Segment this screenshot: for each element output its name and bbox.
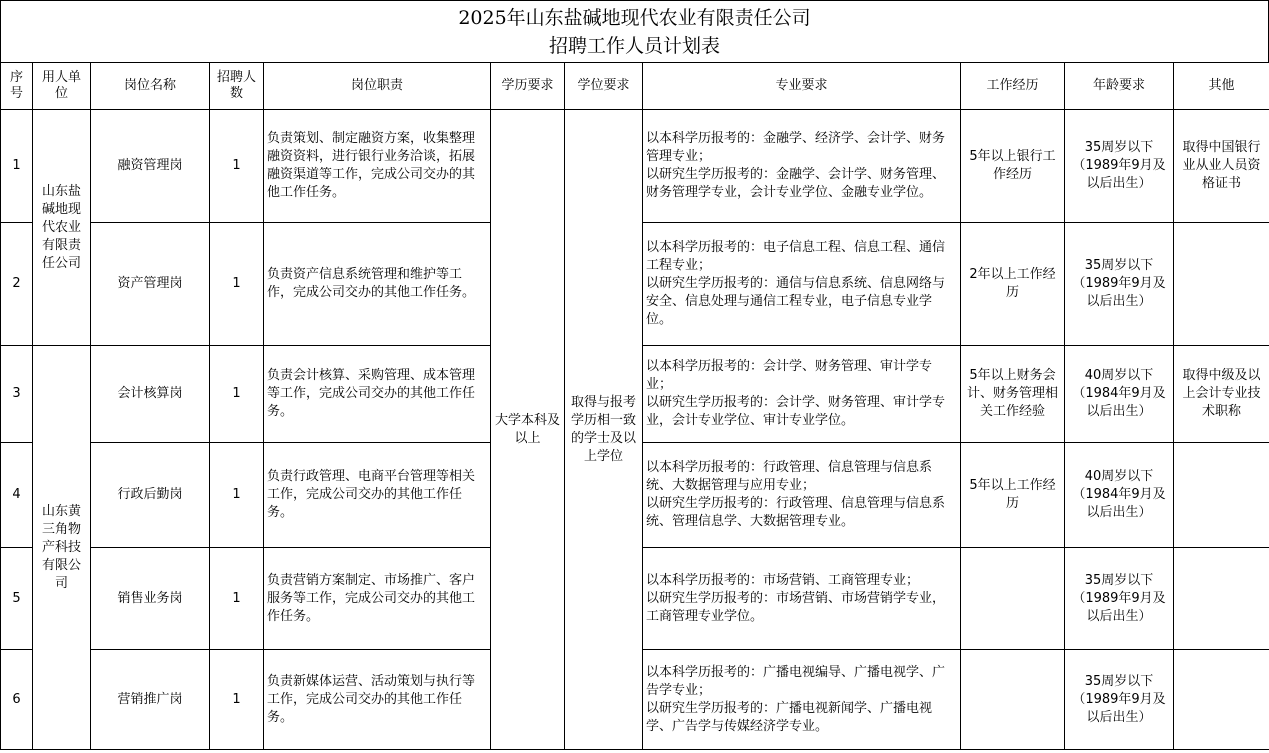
- row-experience: [961, 548, 1065, 650]
- row-no: 1: [1, 110, 33, 223]
- row-major: 以本科学历报考的：广播电视编导、广播电视学、广告学专业； 以研究生学历报考的：广播电视新闻学、广播电视学、广告学与传媒经济学专业。: [643, 650, 961, 750]
- row-count: 1: [210, 346, 264, 443]
- row-other: 取得中国银行业从业人员资格证书: [1174, 110, 1269, 223]
- row-count: 1: [210, 443, 264, 548]
- header-degree: 学位要求: [565, 63, 643, 110]
- row-duties: 负责营销方案制定、市场推广、客户服务等工作，完成公司交办的其他工作任务。: [264, 548, 491, 650]
- row-age: 35周岁以下（1989年9月及以后出生）: [1065, 223, 1174, 346]
- header-position: 岗位名称: [91, 63, 210, 110]
- unit-cell: 山东黄三角物产科技有限公司: [33, 346, 91, 750]
- header-education: 学历要求: [491, 63, 565, 110]
- header-age: 年龄要求: [1065, 63, 1174, 110]
- header-no: 序号: [1, 63, 33, 110]
- row-position: 销售业务岗: [91, 548, 210, 650]
- education-cell: 大学本科及以上: [491, 110, 565, 750]
- row-count: 1: [210, 650, 264, 750]
- row-count: 1: [210, 223, 264, 346]
- row-no: 3: [1, 346, 33, 443]
- row-major: 以本科学历报考的：电子信息工程、信息工程、通信工程专业； 以研究生学历报考的：通信与信息系统、信息网络与安全、信息处理与通信工程专业，电子信息专业学位。: [643, 223, 961, 346]
- row-major: 以本科学历报考的：市场营销、工商管理专业； 以研究生学历报考的：市场营销、市场营销学专业，工商管理专业学位。: [643, 548, 961, 650]
- row-duties: 负责行政管理、电商平台管理等相关工作，完成公司交办的其他工作任务。: [264, 443, 491, 548]
- row-duties: 负责资产信息系统管理和维护等工作，完成公司交办的其他工作任务。: [264, 223, 491, 346]
- unit-cell: 山东盐碱地现代农业有限责任公司: [33, 110, 91, 346]
- title-plan: 招聘工作人员计划表: [548, 35, 720, 57]
- row-no: 4: [1, 443, 33, 548]
- row-no: 6: [1, 650, 33, 750]
- row-age: 40周岁以下（1984年9月及以后出生）: [1065, 346, 1174, 443]
- header-unit: 用人单位: [33, 63, 91, 110]
- row-experience: 5年以上财务会计、财务管理相关工作经验: [961, 346, 1065, 443]
- row-experience: 2年以上工作经历: [961, 223, 1065, 346]
- row-position: 营销推广岗: [91, 650, 210, 750]
- table-row: [1, 110, 1269, 223]
- row-other: [1174, 223, 1269, 346]
- header-other: 其他: [1174, 63, 1269, 110]
- row-age: 35周岁以下（1989年9月及以后出生）: [1065, 110, 1174, 223]
- header-duties: 岗位职责: [264, 63, 491, 110]
- row-count: 1: [210, 548, 264, 650]
- row-major: 以本科学历报考的：金融学、经济学、会计学、财务管理专业； 以研究生学历报考的：金融学、会计学、财务管理、财务管理学专业，会计专业学位、金融专业学位。: [643, 110, 961, 223]
- header-count: 招聘人数: [210, 63, 264, 110]
- row-position: 会计核算岗: [91, 346, 210, 443]
- row-major: 以本科学历报考的：行政管理、信息管理与信息系统、大数据管理与应用专业； 以研究生学历报考的：行政管理、信息管理与信息系统、管理信息学、大数据管理专业。: [643, 443, 961, 548]
- row-age: 35周岁以下（1989年9月及以后出生）: [1065, 548, 1174, 650]
- row-age: 40周岁以下（1984年9月及以后出生）: [1065, 443, 1174, 548]
- row-duties: 负责策划、制定融资方案，收集整理融资资料，进行银行业务洽谈，拓展融资渠道等工作，完成公司交办的其他工作任务。: [264, 110, 491, 223]
- row-experience: 5年以上工作经历: [961, 443, 1065, 548]
- recruitment-plan-table: [0, 62, 1269, 750]
- row-age: 35周岁以下（1989年9月及以后出生）: [1065, 650, 1174, 750]
- row-experience: [961, 650, 1065, 750]
- header-experience: 工作经历: [961, 63, 1065, 110]
- header-row: [1, 63, 1269, 110]
- row-experience: 5年以上银行工作经历: [961, 110, 1065, 223]
- header-major: 专业要求: [643, 63, 961, 110]
- row-other: [1174, 650, 1269, 750]
- row-other: [1174, 443, 1269, 548]
- row-position: 行政后勤岗: [91, 443, 210, 548]
- row-position: 融资管理岗: [91, 110, 210, 223]
- table-title: [0, 0, 1269, 62]
- row-major: 以本科学历报考的：会计学、财务管理、审计学专业； 以研究生学历报考的：会计学、财务管理、审计学专业，会计专业学位、审计专业学位。: [643, 346, 961, 443]
- row-no: 2: [1, 223, 33, 346]
- row-duties: 负责会计核算、采购管理、成本管理等工作，完成公司交办的其他工作任务。: [264, 346, 491, 443]
- row-duties: 负责新媒体运营、活动策划与执行等工作，完成公司交办的其他工作任务。: [264, 650, 491, 750]
- row-position: 资产管理岗: [91, 223, 210, 346]
- row-other: [1174, 548, 1269, 650]
- row-no: 5: [1, 548, 33, 650]
- title-company: 2025年山东盐碱地现代农业有限责任公司: [458, 7, 811, 29]
- degree-cell: 取得与报考学历相一致的学士及以上学位: [565, 110, 643, 750]
- row-count: 1: [210, 110, 264, 223]
- row-other: 取得中级及以上会计专业技术职称: [1174, 346, 1269, 443]
